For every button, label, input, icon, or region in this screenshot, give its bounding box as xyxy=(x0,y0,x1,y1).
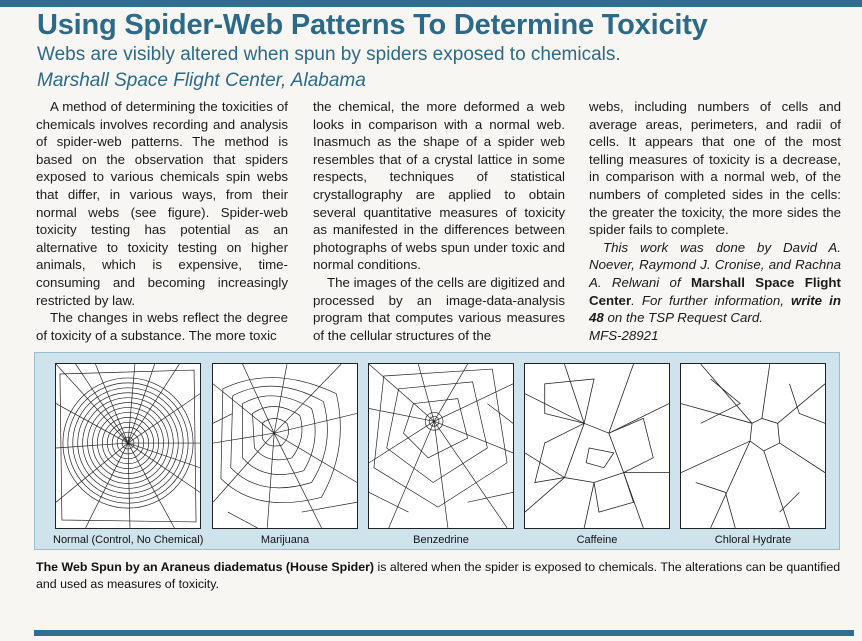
benzedrine-web-drawing xyxy=(369,364,513,528)
paragraph-2-end: the chemical, the more deformed a web looks in comparison with a normal web. Inasmuch as the shape of a spider web resembles that of a crystal lattice in some respects, techniques of statistical crystallography are applied to obtain several quantitative measures of toxicity as manifested in the differences between photographs of webs spun under toxic and normal conditions. xyxy=(313,99,565,273)
normal-web-drawing xyxy=(56,364,200,528)
web-image-marijuana xyxy=(212,363,358,529)
panel-label-normal: Normal (Control, No Chemical) xyxy=(53,534,204,546)
panel-label-marijuana: Marijuana xyxy=(260,534,310,546)
panel-label-benzedrine: Benzedrine xyxy=(413,534,469,546)
caption-text: is altered when the spider is exposed to chemicals. The alterations can be quantified and used as measures of toxicity. xyxy=(36,560,841,591)
bottom-rule xyxy=(34,630,854,636)
article-title: Using Spider-Web Patterns To Determine Toxicity xyxy=(37,9,708,41)
top-rule xyxy=(0,0,862,7)
credit-reference: MFS-28921 xyxy=(589,327,659,343)
web-image-chloral-hydrate xyxy=(680,363,826,529)
panel-label-chloral-hydrate: Chloral Hydrate xyxy=(714,534,792,546)
web-image-normal xyxy=(55,363,201,529)
web-image-benzedrine xyxy=(368,363,514,529)
figure-box xyxy=(34,352,840,550)
figure-caption xyxy=(36,559,842,593)
body-column-1 xyxy=(36,98,288,344)
body-column-2 xyxy=(313,98,565,344)
web-image-caffeine xyxy=(524,363,670,529)
marijuana-web-drawing xyxy=(213,364,357,528)
credit-tsp: on the TSP Request Card. xyxy=(603,310,763,326)
panel-label-caffeine: Caffeine xyxy=(576,534,618,546)
caffeine-web-drawing xyxy=(525,364,669,528)
caption-bold: The Web Spun by an Araneus diadematus (House Spider) xyxy=(36,560,375,574)
paragraph-1: A method of determining the toxicities of chemicals involves recording and analysis of spider-web patterns. The method is based on the observation that spiders exposed to various chemicals spin webs that differ, in various ways, from their normal webs (see figure). Spider-web toxicity testing has potential as an alternative to toxicity testing on higher animals, which is expensive, time-consuming and becoming increasingly restricted by law. xyxy=(36,99,288,308)
paragraph-3-start: The images of the cells are digitized and processed by an image-data-analysis program that computes various measures of the cellular structures of the xyxy=(313,274,566,343)
body-column-3 xyxy=(589,98,841,344)
article-location: Marshall Space Flight Center, Alabama xyxy=(37,70,366,91)
chloral-hydrate-web-drawing xyxy=(681,364,825,528)
paragraph-2-start: The changes in webs reflect the degree of toxicity of a substance. The more toxic xyxy=(36,310,288,343)
paragraph-3-end: webs, including numbers of cells and average areas, perimeters, and radii of cells. It appears that one of the most telling measures of toxicity is a decrease, in comparison with a normal web, of the numbers of completed sides in the cells: the greater the toxicity, the more sides the spider fails to complete. xyxy=(589,99,841,238)
credit-info: . For further information, xyxy=(631,292,792,308)
credit-authors: This work was done by David A. Noever, Raymond J. Cronise, and Rachna A. Relwani of xyxy=(589,239,841,290)
credit-organization: Marshall Space Flight Center xyxy=(589,274,841,308)
article-subtitle: Webs are visibly altered when spun by spiders exposed to chemicals. xyxy=(37,44,621,65)
credit-paragraph xyxy=(589,239,841,345)
write-in-link[interactable]: write in 48 xyxy=(589,292,841,326)
